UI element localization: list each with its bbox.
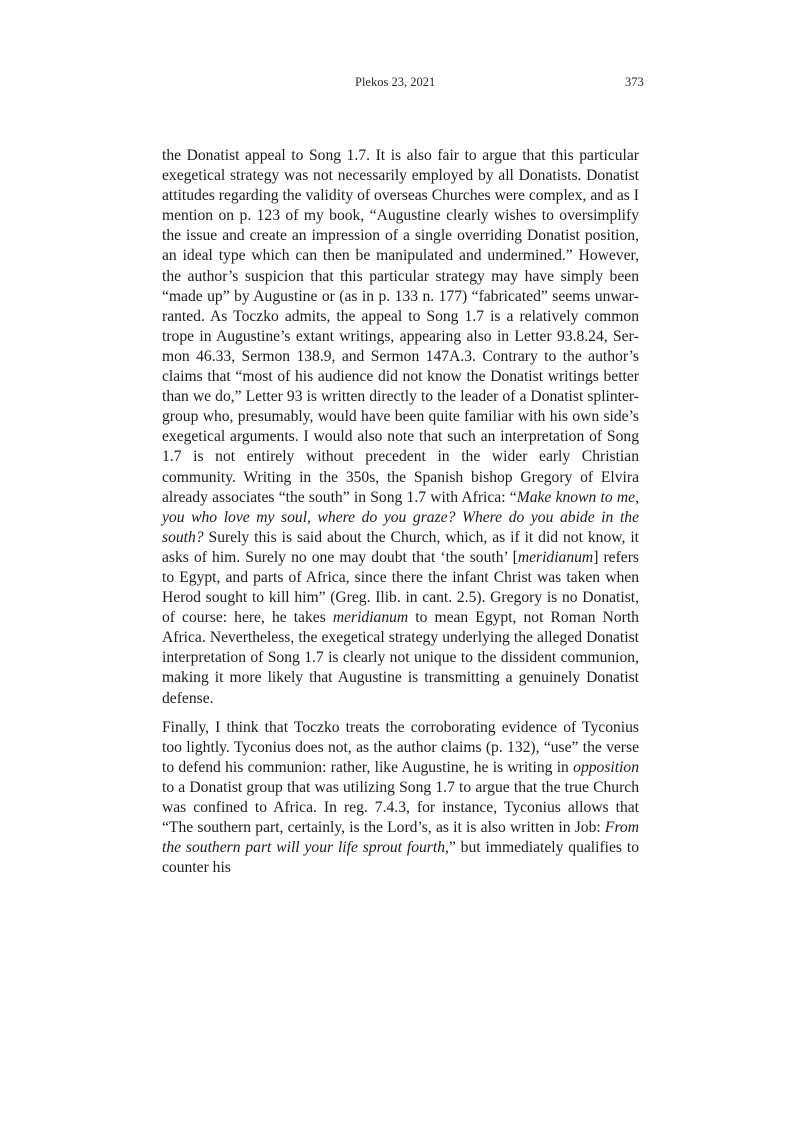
journal-citation: Plekos 23, 2021: [355, 75, 436, 89]
latin-term: meridianum: [517, 548, 594, 566]
paragraph: [162, 718, 639, 879]
page-number: 373: [625, 75, 644, 89]
emphasis-italic: opposition: [573, 758, 639, 776]
quotation-italic: Make known to me, you who love my soul, where do you graze? Where do you abide in the south?: [162, 488, 639, 546]
latin-term: meridianum: [332, 609, 409, 627]
body-text: [162, 146, 639, 878]
text-run: to a Donatist group that was utilizing Song 1.7 to argue that the true Church was confined to Africa. In reg. 7.4.3, for instance, Tyconius allows that “The southern part, certainly, is the Lord’s, as it is also written in Job:: [162, 778, 639, 837]
quotation-italic: From the southern part will your life sprout fourth: [162, 819, 639, 857]
text-run: Surely this is said about the Church, which, as if it did not know, it asks of him. Surely no one may doubt that ‘the south’ [: [162, 528, 639, 566]
text-run: ] refers to Egypt, and parts of Africa, since there the infant Christ was taken when Herod sought to kill him” (Greg. Ilib. in cant. 2.5). Gregory is no Donatist, of course: here, he takes: [162, 548, 639, 627]
text-run: the Donatist appeal to Song 1.7. It is also fair to argue that this particular exegetical strategy was not necessarily employed by all Donatists. Donatist attitudes regarding the validity of overseas Churches were complex, and as I mention on p. 123 of my book, “Augustine clearly wishes to oversimplify the issue and create an impression of a single overriding Donatist position, an ideal type which can then be manipulated and undermined.” However, the author’s suspicion that this particular strategy may have simply been “made up” by Augustine or (as in p. 133 n. 177) “fabricated” seems unwarranted. As Toczko admits, the appeal to Song 1.7 is a relatively common trope in Augustine’s extant writings, appearing also in Letter 93.8.24, Sermon 46.33, Sermon 138.9, and Sermon 147A.3. Contrary to the author’s claims that “most of his audience did not know the Donatist writings better than we do,” Letter 93 is written directly to the leader of a Donatist splinter-group who, presumably, would have been quite familiar with his own side’s exegetical arguments. I would also note that such an interpretation of Song 1.7 is not entirely without precedent in the wider early Christian community. Writing in the 350s, the Spanish bishop Gregory of Elvira already associates “the south” in Song 1.7 with Africa: “: [162, 147, 639, 506]
text-run: Finally, I think that Toczko treats the corroborating evidence of Tyconius too lightly. Tyconius does not, as the author claims (p. 132), “use” the verse to defend his communion: rather, like Augustine, he is writing in: [162, 718, 639, 776]
running-header: [0, 75, 799, 95]
text-run: to mean Egypt, not Roman North Africa. Nevertheless, the exegetical strategy underlying the alleged Donatist interpretation of Song 1.7 is clearly not unique to the dissident communion, making it more likely that Augustine is transmitting a genuinely Donatist defense.: [162, 609, 639, 707]
text-run: ,” but immediately qualifies to counter his: [162, 839, 639, 877]
paragraph: [162, 146, 639, 709]
